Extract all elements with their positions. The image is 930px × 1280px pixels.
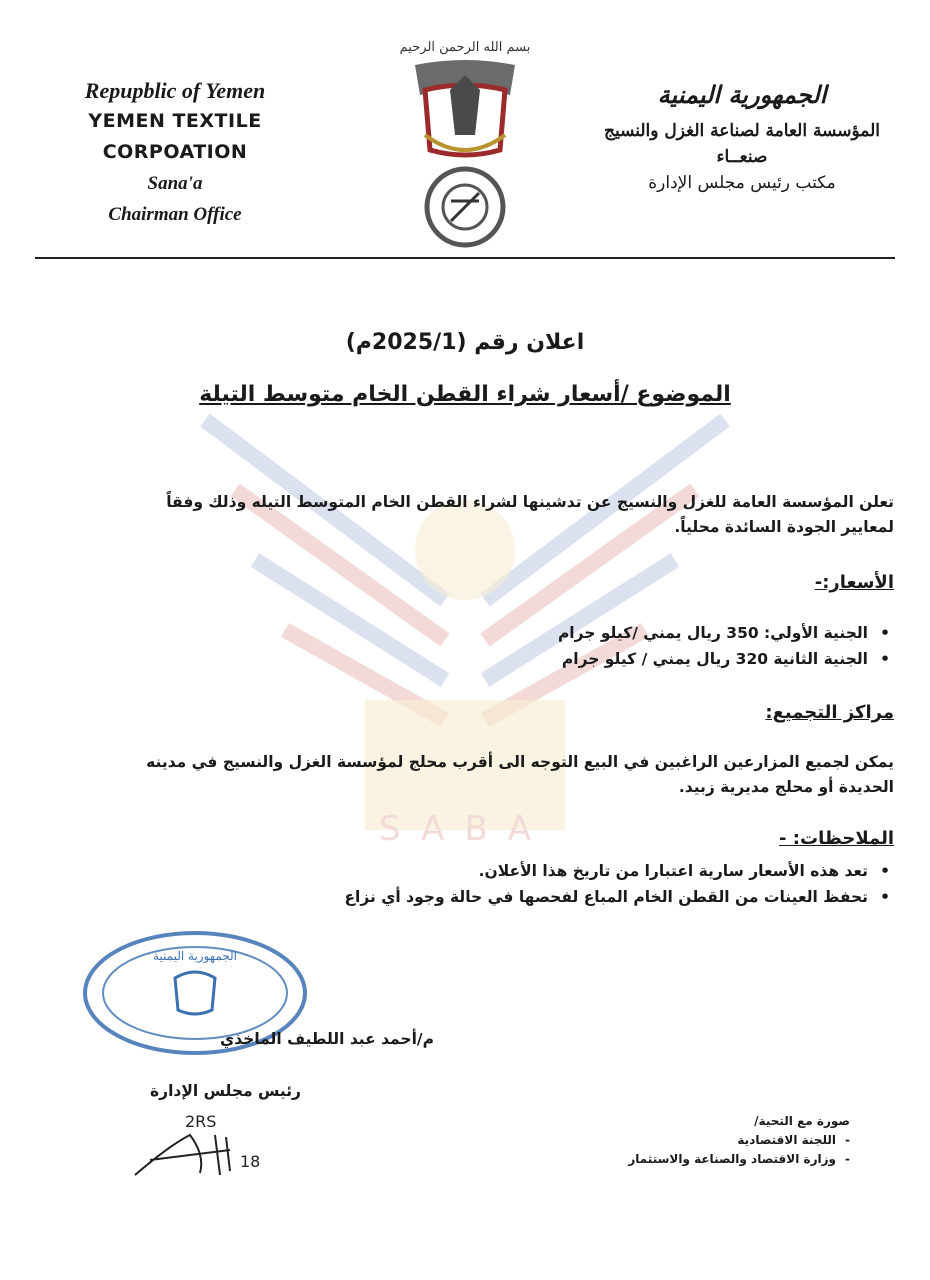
stamp-emblem-icon xyxy=(175,972,215,1014)
arabic-country: الجمهورية اليمنية xyxy=(657,80,827,109)
arabic-corporation: المؤسسة العامة لصناعة الغزل والنسيج xyxy=(603,121,881,141)
handwritten-signature xyxy=(130,1105,270,1185)
arabic-letterhead xyxy=(592,72,892,196)
copies-heading: صورة مع التحية/ xyxy=(754,1114,850,1128)
notes-list xyxy=(168,858,890,910)
centers-heading: مراكز التجميع: xyxy=(765,702,894,723)
arabic-city: صنعــاء xyxy=(716,147,768,167)
english-city: Sana'a xyxy=(147,173,203,194)
list-item: -وزارة الاقتصاد والصناعة والاستثمار xyxy=(628,1152,850,1166)
signatory-name: م/أحمد عبد اللطيف الماخذي xyxy=(220,1030,434,1048)
english-country: Repupblic of Yemen xyxy=(84,78,266,103)
header-divider xyxy=(35,257,895,259)
list-item: • الجنية الأولي: 350 ريال يمني /كيلو جرام xyxy=(168,620,868,646)
copies-block xyxy=(550,1112,850,1169)
signature-scribble: 2RS xyxy=(185,1112,217,1131)
english-corporation: YEMEN TEXTILE CORPOATION xyxy=(88,110,262,163)
stamp-text: الجمهورية اليمنية xyxy=(152,949,238,963)
list-item: • تحفظ العينات من القطن الخام المباع لفحصها في حالة وجود أي نزاع xyxy=(168,884,868,910)
subject-text: الموضوع /أسعار شراء القطن الخام متوسط التيلة xyxy=(199,382,731,407)
intro-paragraph: تعلن المؤسسة العامة للغزل والنسيج عن تدشينها لشراء القطن الخام المتوسط التيله وذلك وفقاً لمعايير الجودة السائدة محلياً. xyxy=(166,493,894,536)
signatory-title: رئيس مجلس الإدارة xyxy=(150,1082,301,1100)
logo-basmala: بسم الله الرحمن الرحيم xyxy=(399,40,531,55)
watermark-text: SABA xyxy=(378,809,552,849)
arabic-office: مكتب رئيس مجلس الإدارة xyxy=(648,173,836,193)
signature-date: 18 xyxy=(240,1152,261,1171)
list-item: • تعد هذه الأسعار سارية اعتبارا من تاريخ هذا الأعلان. xyxy=(168,858,868,884)
list-item: -اللجنة الاقتصادية xyxy=(737,1133,850,1147)
notes-heading: الملاحظات: - xyxy=(779,828,894,849)
announcement-number: اعلان رقم (2025/1م) xyxy=(345,330,585,355)
yemen-emblem-logo xyxy=(395,35,535,250)
centers-paragraph: يمكن لجميع المزارعين الراغبين في البيع التوجه الى أقرب محلج لمؤسسة الغزل والنسيج في مدينه الحديدة أو محلج مديرية زبيد. xyxy=(146,753,894,796)
list-item: • الجنية الثانية 320 ريال يمني / كيلو جرام xyxy=(168,646,868,672)
prices-list xyxy=(168,620,890,672)
english-letterhead xyxy=(30,75,320,230)
announcement-subject xyxy=(0,382,930,407)
prices-heading: الأسعار:- xyxy=(814,572,894,593)
english-office: Chairman Office xyxy=(108,204,242,225)
